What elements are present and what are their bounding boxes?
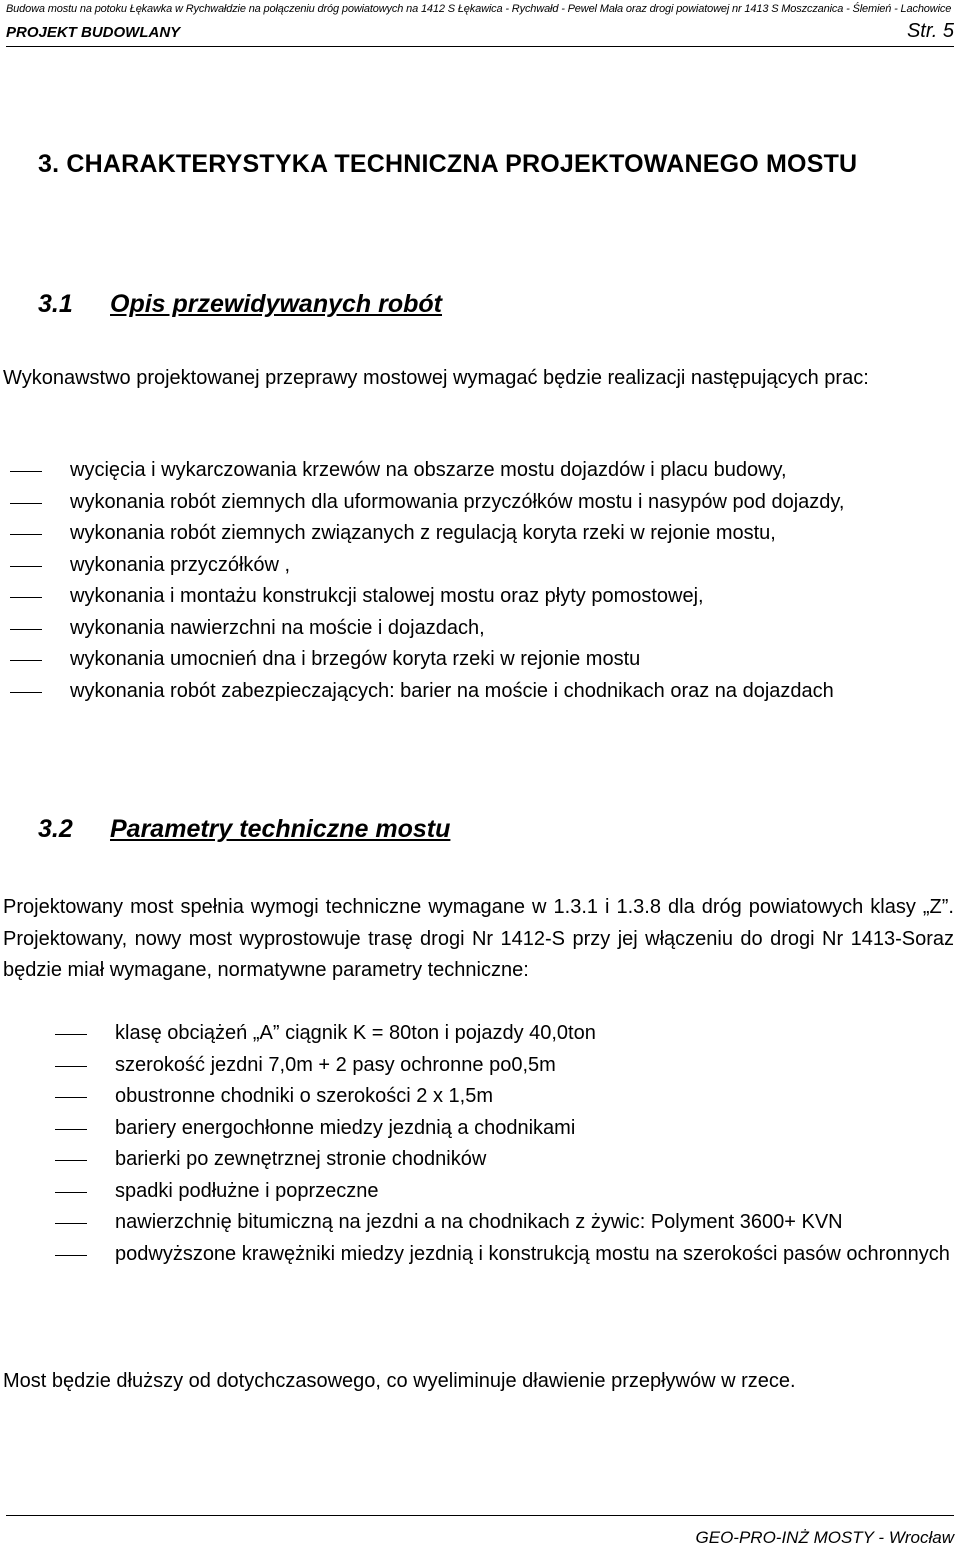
closing-paragraph: Most będzie dłuższy od dotychczasowego, co wyeliminuje dławienie przepływów w rzece. [3, 1370, 796, 1392]
section-number: 3.2 [38, 815, 73, 843]
list-item: obustronne chodniki o szerokości 2 x 1,5m [115, 1085, 493, 1107]
list-item: barierki po zewnętrznej stronie chodników [115, 1148, 487, 1170]
list-item: wykonania robót ziemnych związanych z regulacją koryta rzeki w rejonie mostu, [70, 522, 776, 544]
chapter-title: 3. CHARAKTERYSTYKA TECHNICZNA PROJEKTOWANEGO MOSTU [38, 150, 858, 178]
list-item: bariery energochłonne miedzy jezdnią a chodnikami [115, 1116, 576, 1139]
list-item: wykonania umocnień dna i brzegów koryta rzeki w rejonie mostu [70, 648, 641, 670]
section-2-intro: Projektowany most spełnia wymogi techniczne wymagane w 1.3.1 i 1.3.8 dla dróg powiatowych klasy „Z”. Projektowany, nowy most wyprostowuje trasę drogi Nr 1412-S przy jej włączeniu do drogi Nr 1413-Soraz będzie miał wymagane, normatywne parametry techniczne: [3, 896, 954, 981]
section-title: Parametry techniczne mostu [110, 815, 451, 843]
section-1-intro: Wykonawstwo projektowanej przeprawy mostowej wymagać będzie realizacji następujących prac: [3, 367, 869, 389]
list-item: wykonania robót zabezpieczających: barier na moście i chodnikach oraz na dojazdach [70, 679, 834, 702]
list-item: podwyższone krawężniki miedzy jezdnią i konstrukcją mostu na szerokości pasów ochronnych [115, 1242, 950, 1265]
header-divider [6, 46, 954, 47]
header-page-number: Str. 5 [906, 20, 954, 42]
list-item: wykonania nawierzchni na moście i dojazdach, [70, 616, 485, 639]
list-item: wykonania i montażu konstrukcji stalowej mostu oraz płyty pomostowej, [70, 585, 704, 607]
list-item: nawierzchnię bitumiczną na jezdni a na chodnikach z żywic: Polyment 3600+ KVN [115, 1211, 843, 1233]
list-item: wycięcia i wykarczowania krzewów na obszarze mostu dojazdów i placu budowy, [70, 459, 787, 481]
section-number: 3.1 [38, 290, 73, 318]
footer-company: GEO-PRO-INŻ MOSTY - Wrocław [695, 1528, 954, 1547]
header-project-description: Budowa mostu na potoku Łękawka w Rychwałdzie na połączeniu dróg powiatowych na 1412 S Łękawica - Rychwałd - Pewel Mała oraz drogi powiatowej nr 1413 S Moszczanica - Ślemień - Lachowice [6, 3, 952, 15]
list-item: spadki podłużne i poprzeczne [115, 1179, 379, 1202]
section-title: Opis przewidywanych robót [110, 290, 442, 318]
section-heading-3-1 [38, 290, 442, 319]
list-item: klasę obciążeń „A” ciągnik K = 80ton i pojazdy 40,0ton [115, 1022, 596, 1044]
header-document-type: PROJEKT BUDOWLANY [6, 24, 181, 41]
list-item: wykonania przyczółków , [70, 553, 291, 576]
works-list [10, 455, 954, 707]
list-item: szerokość jezdni 7,0m + 2 pasy ochronne po0,5m [115, 1053, 556, 1076]
section-heading-3-2 [38, 815, 450, 844]
footer-divider [6, 1515, 954, 1516]
page-header [6, 2, 954, 43]
header-row [6, 20, 954, 43]
list-item: wykonania robót ziemnych dla uformowania przyczółków mostu i nasypów pod dojazdy, [70, 490, 845, 513]
parameters-list [55, 1018, 954, 1270]
